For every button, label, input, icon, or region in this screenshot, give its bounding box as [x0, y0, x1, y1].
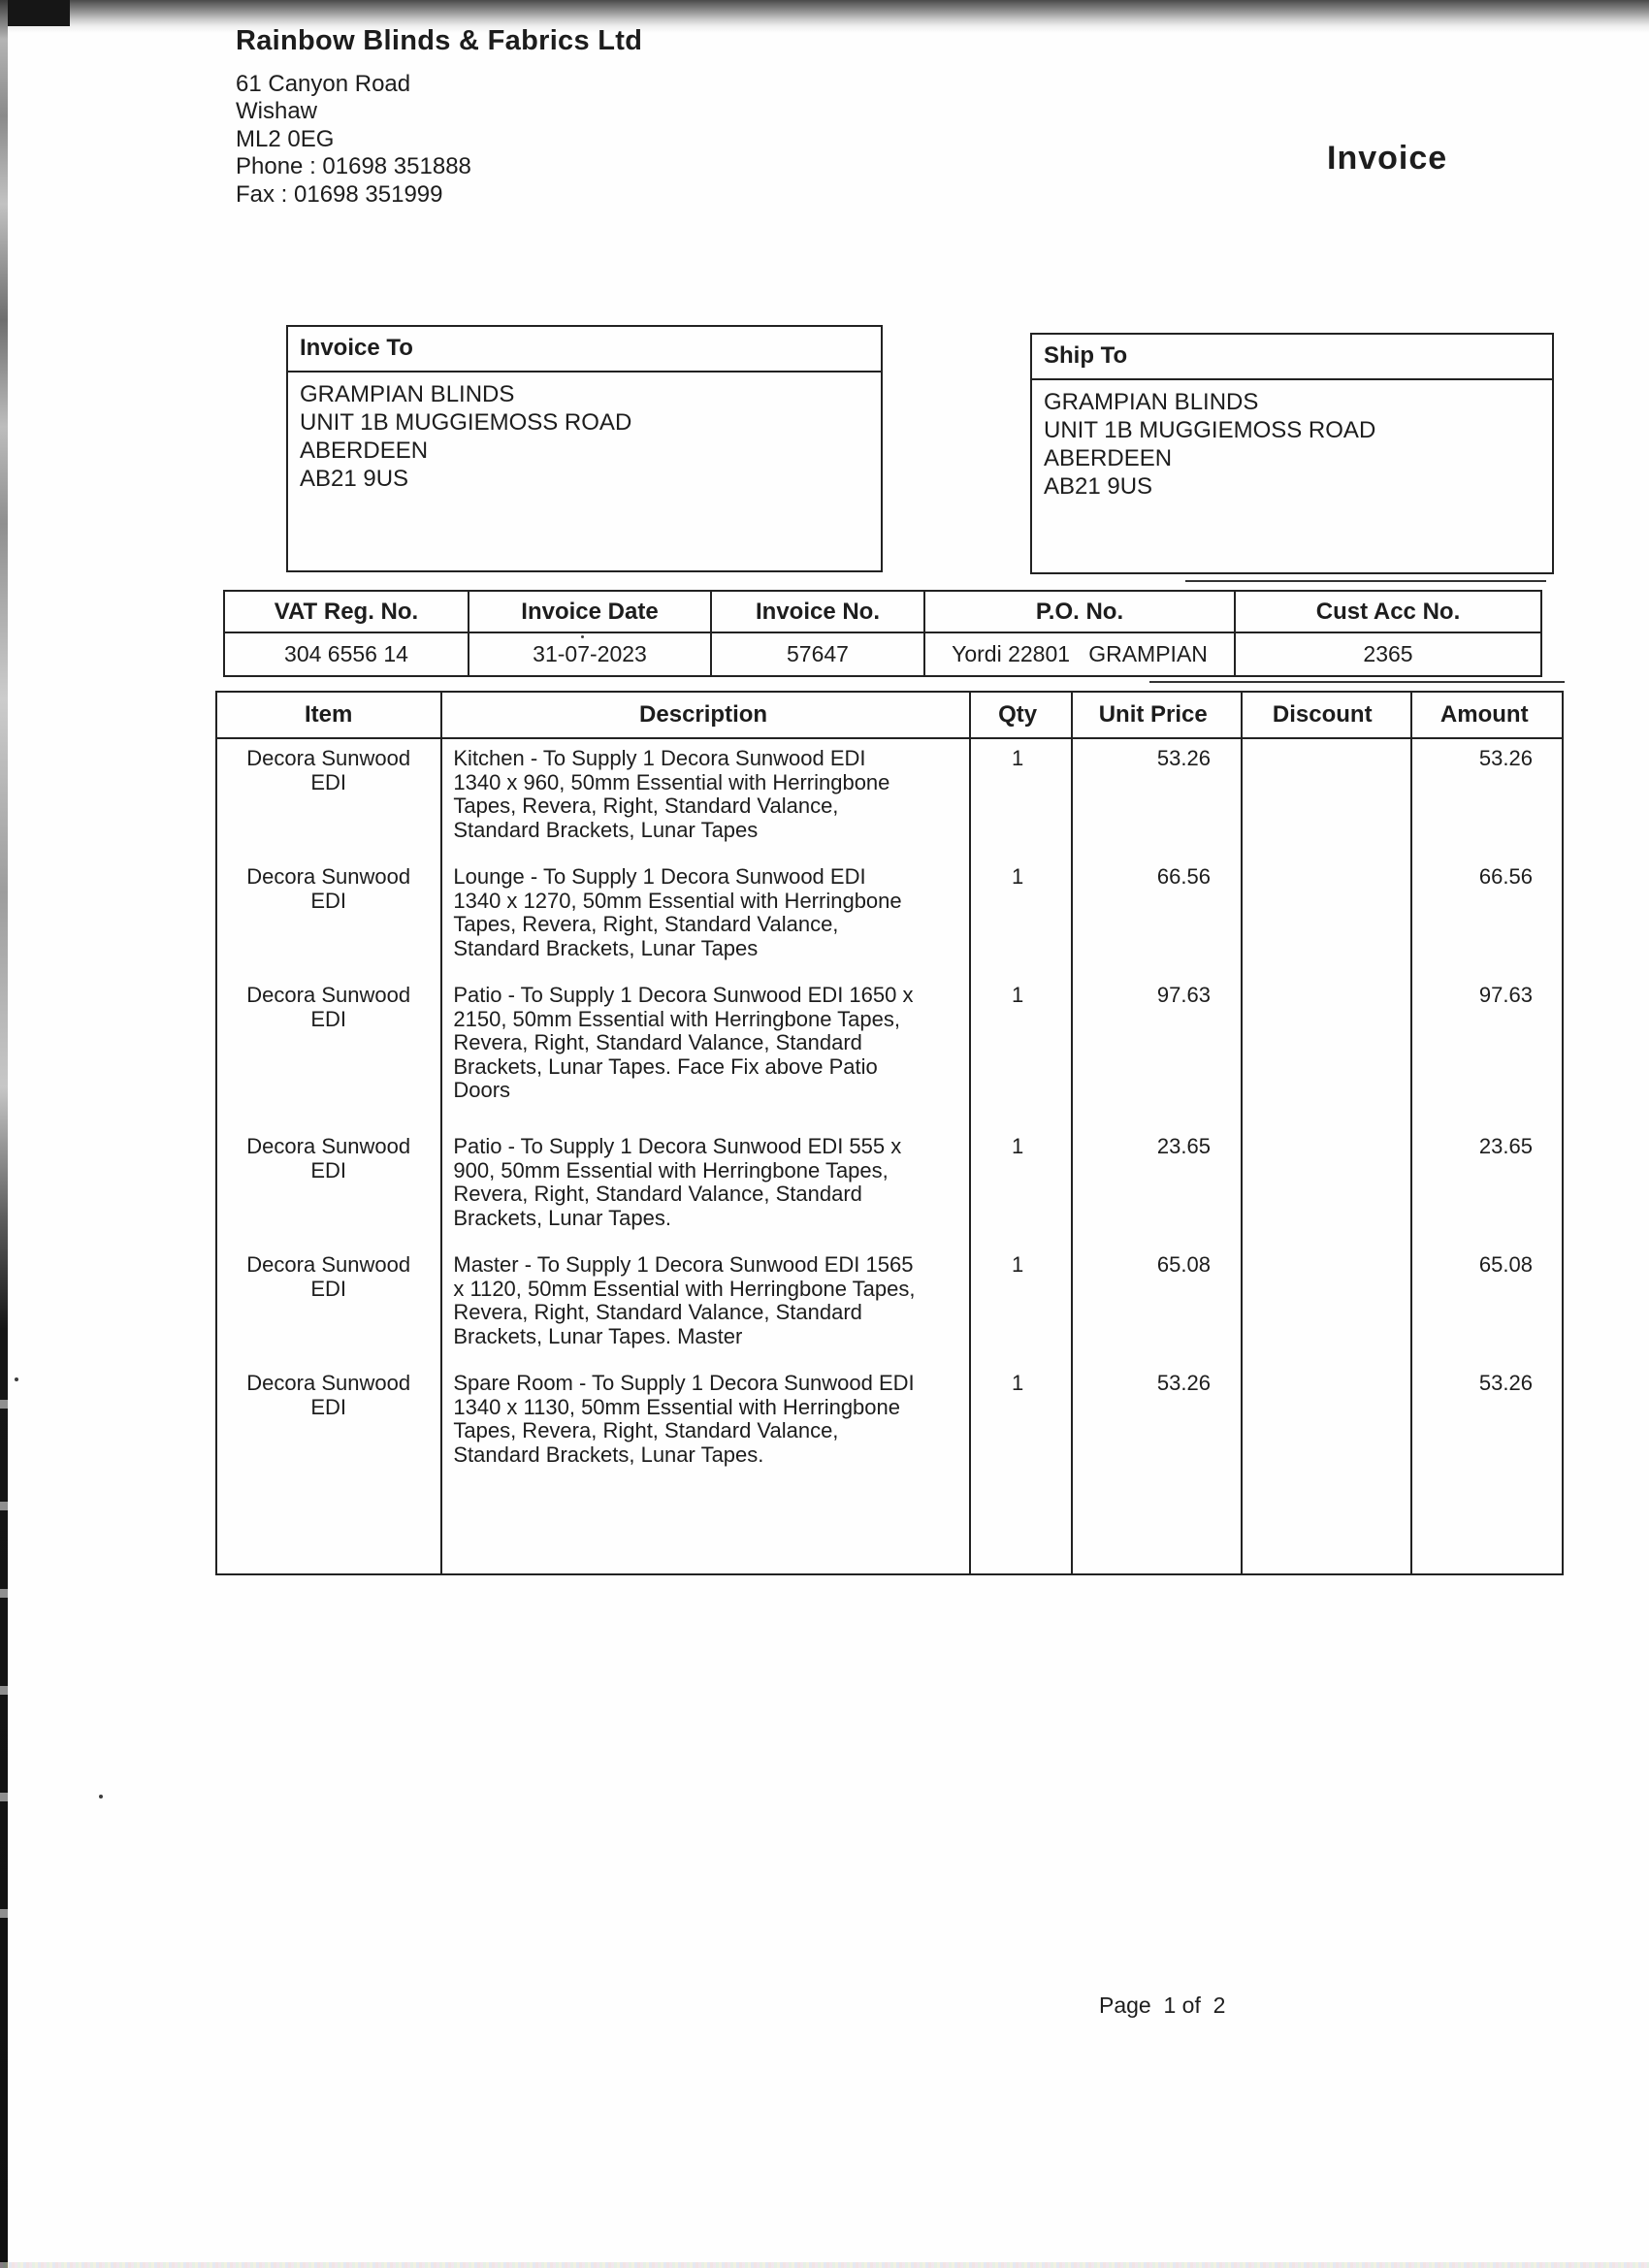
table-row	[217, 1371, 1562, 1516]
amount-cell: 53.26	[1478, 1371, 1533, 1395]
meta-value-invoice-date: 31-07-2023	[468, 633, 710, 675]
scan-corner-artifact	[0, 0, 70, 26]
item-cell: Decora Sunwood EDI	[246, 746, 411, 794]
column-divider	[969, 693, 971, 1573]
scan-left-break	[0, 1400, 8, 1409]
table-row	[217, 864, 1562, 983]
amount-cell: 23.65	[1478, 1134, 1533, 1158]
scan-line-artifact	[1149, 681, 1565, 683]
items-rows	[217, 739, 1562, 1516]
line-items-table	[215, 691, 1564, 1575]
scan-line-artifact	[1185, 580, 1546, 582]
ship-to-line: GRAMPIAN BLINDS	[1044, 389, 1259, 415]
items-header-description: Description	[639, 701, 768, 728]
scan-left-edge-artifact	[0, 0, 8, 2268]
item-cell: Decora Sunwood EDI	[246, 983, 411, 1031]
unit-price-cell: 66.56	[1156, 864, 1211, 889]
amount-cell: 53.26	[1478, 746, 1533, 770]
ship-to-line: UNIT 1B MUGGIEMOSS ROAD	[1044, 417, 1376, 443]
amount-cell: 66.56	[1478, 864, 1533, 889]
table-row	[217, 1252, 1562, 1371]
unit-price-cell: 23.65	[1156, 1134, 1211, 1158]
scan-left-break	[0, 1502, 8, 1510]
item-cell: Decora Sunwood EDI	[246, 1134, 411, 1183]
column-divider	[1071, 693, 1073, 1573]
unit-price-cell: 97.63	[1156, 983, 1211, 1007]
meta-header-po-no: P.O. No.	[923, 592, 1234, 632]
company-address-line: 61 Canyon Road	[236, 71, 411, 97]
meta-value-cust-acc: 2365	[1234, 633, 1540, 675]
items-header-unit-price: Unit Price	[1098, 701, 1208, 728]
discount-cell	[1238, 1252, 1406, 1371]
description-cell: Kitchen - To Supply 1 Decora Sunwood EDI 1340 x 960, 50mm Essential with Herringbone Tapes, Revera, Right, Standard Valance, Standard Brackets, Lunar Tapes	[453, 746, 890, 842]
description-cell: Patio - To Supply 1 Decora Sunwood EDI 1650 x 2150, 50mm Essential with Herringbone Tapes, Revera, Right, Standard Valance, Standard Brackets, Lunar Tapes. Face Fix above Patio Doors	[453, 983, 914, 1102]
scan-speck	[99, 1795, 103, 1798]
meta-value-invoice-no: 57647	[710, 633, 923, 675]
qty-cell: 1	[1012, 1134, 1024, 1158]
unit-price-cell: 53.26	[1156, 1371, 1211, 1395]
meta-header-row	[225, 592, 1540, 633]
meta-header-cust-acc: Cust Acc No.	[1234, 592, 1540, 632]
meta-header-invoice-date: Invoice Date	[468, 592, 710, 632]
meta-value-row	[225, 633, 1540, 675]
description-cell: Patio - To Supply 1 Decora Sunwood EDI 555 x 900, 50mm Essential with Herringbone Tapes, Revera, Right, Standard Valance, Standard Brackets, Lunar Tapes.	[453, 1134, 902, 1230]
qty-cell: 1	[1012, 1252, 1024, 1277]
qty-cell: 1	[1012, 864, 1024, 889]
invoice-to-line: ABERDEEN	[300, 437, 429, 464]
qty-cell: 1	[1012, 1371, 1024, 1395]
invoice-to-line: GRAMPIAN BLINDS	[300, 381, 515, 407]
column-divider	[1241, 693, 1243, 1573]
meta-value-po-no: Yordi 22801 GRAMPIAN	[923, 633, 1234, 675]
description-cell: Lounge - To Supply 1 Decora Sunwood EDI 1340 x 1270, 50mm Essential with Herringbone Tapes, Revera, Right, Standard Valance, Standard Brackets, Lunar Tapes	[453, 864, 902, 960]
company-address-line: Wishaw	[236, 98, 318, 125]
invoice-to-line: UNIT 1B MUGGIEMOSS ROAD	[300, 409, 632, 436]
invoice-to-line: AB21 9US	[300, 466, 409, 492]
discount-cell	[1238, 746, 1406, 864]
company-address	[236, 71, 642, 209]
item-cell: Decora Sunwood EDI	[246, 1252, 411, 1301]
discount-cell	[1238, 983, 1406, 1134]
invoice-to-address	[288, 373, 881, 501]
unit-price-cell: 53.26	[1156, 746, 1211, 770]
items-header-amount: Amount	[1439, 701, 1529, 728]
company-header	[236, 25, 642, 209]
scan-left-break	[0, 1686, 8, 1695]
item-cell: Decora Sunwood EDI	[246, 1371, 411, 1419]
items-header-discount: Discount	[1272, 701, 1373, 728]
ship-to-address	[1032, 380, 1552, 508]
invoice-to-box	[286, 325, 883, 572]
qty-cell: 1	[1012, 746, 1024, 770]
meta-value-vat: 304 6556 14	[284, 641, 408, 666]
company-name: Rainbow Blinds & Fabrics Ltd	[236, 25, 643, 56]
table-row	[217, 1134, 1562, 1252]
ship-to-line: ABERDEEN	[1044, 445, 1173, 471]
items-header-row	[217, 693, 1562, 739]
ship-to-line: AB21 9US	[1044, 473, 1153, 500]
amount-cell: 65.08	[1478, 1252, 1533, 1277]
meta-header-vat: VAT Reg. No.	[274, 598, 419, 625]
discount-cell	[1238, 864, 1406, 983]
company-address-line: ML2 0EG	[236, 125, 335, 152]
column-divider	[1410, 693, 1412, 1573]
meta-header-invoice-no: Invoice No.	[710, 592, 923, 632]
column-divider	[440, 693, 442, 1573]
scan-speck	[15, 1377, 18, 1381]
unit-price-cell: 65.08	[1156, 1252, 1211, 1277]
page-number-label: Page 1 of 2	[1099, 1993, 1226, 2018]
table-row	[217, 746, 1562, 864]
description-cell: Spare Room - To Supply 1 Decora Sunwood EDI 1340 x 1130, 50mm Essential with Herringbone Tapes, Revera, Right, Standard Valance, Standard Brackets, Lunar Tapes.	[453, 1371, 915, 1467]
item-cell: Decora Sunwood EDI	[246, 864, 411, 913]
invoice-to-title: Invoice To	[288, 327, 881, 373]
table-row	[217, 983, 1562, 1134]
document-title: Invoice	[1327, 140, 1448, 177]
scan-bottom-edge-artifact	[0, 2262, 1649, 2268]
items-header-qty: Qty	[998, 701, 1038, 728]
amount-cell: 97.63	[1478, 983, 1533, 1007]
company-fax: Fax : 01698 351999	[236, 180, 443, 208]
qty-cell: 1	[1012, 983, 1024, 1007]
invoice-meta-table	[223, 590, 1542, 677]
discount-cell	[1238, 1134, 1406, 1252]
scan-left-break	[0, 1589, 8, 1598]
company-phone: Phone : 01698 351888	[236, 153, 471, 180]
ship-to-title: Ship To	[1032, 335, 1552, 380]
scan-left-break	[0, 1909, 8, 1918]
scan-left-break	[0, 1793, 8, 1801]
items-header-item: Item	[304, 701, 353, 728]
discount-cell	[1238, 1371, 1406, 1516]
description-cell: Master - To Supply 1 Decora Sunwood EDI 1565 x 1120, 50mm Essential with Herringbone Tapes, Revera, Right, Standard Valance, Standard Brackets, Lunar Tapes. Master	[453, 1252, 916, 1348]
ship-to-box	[1030, 333, 1554, 574]
